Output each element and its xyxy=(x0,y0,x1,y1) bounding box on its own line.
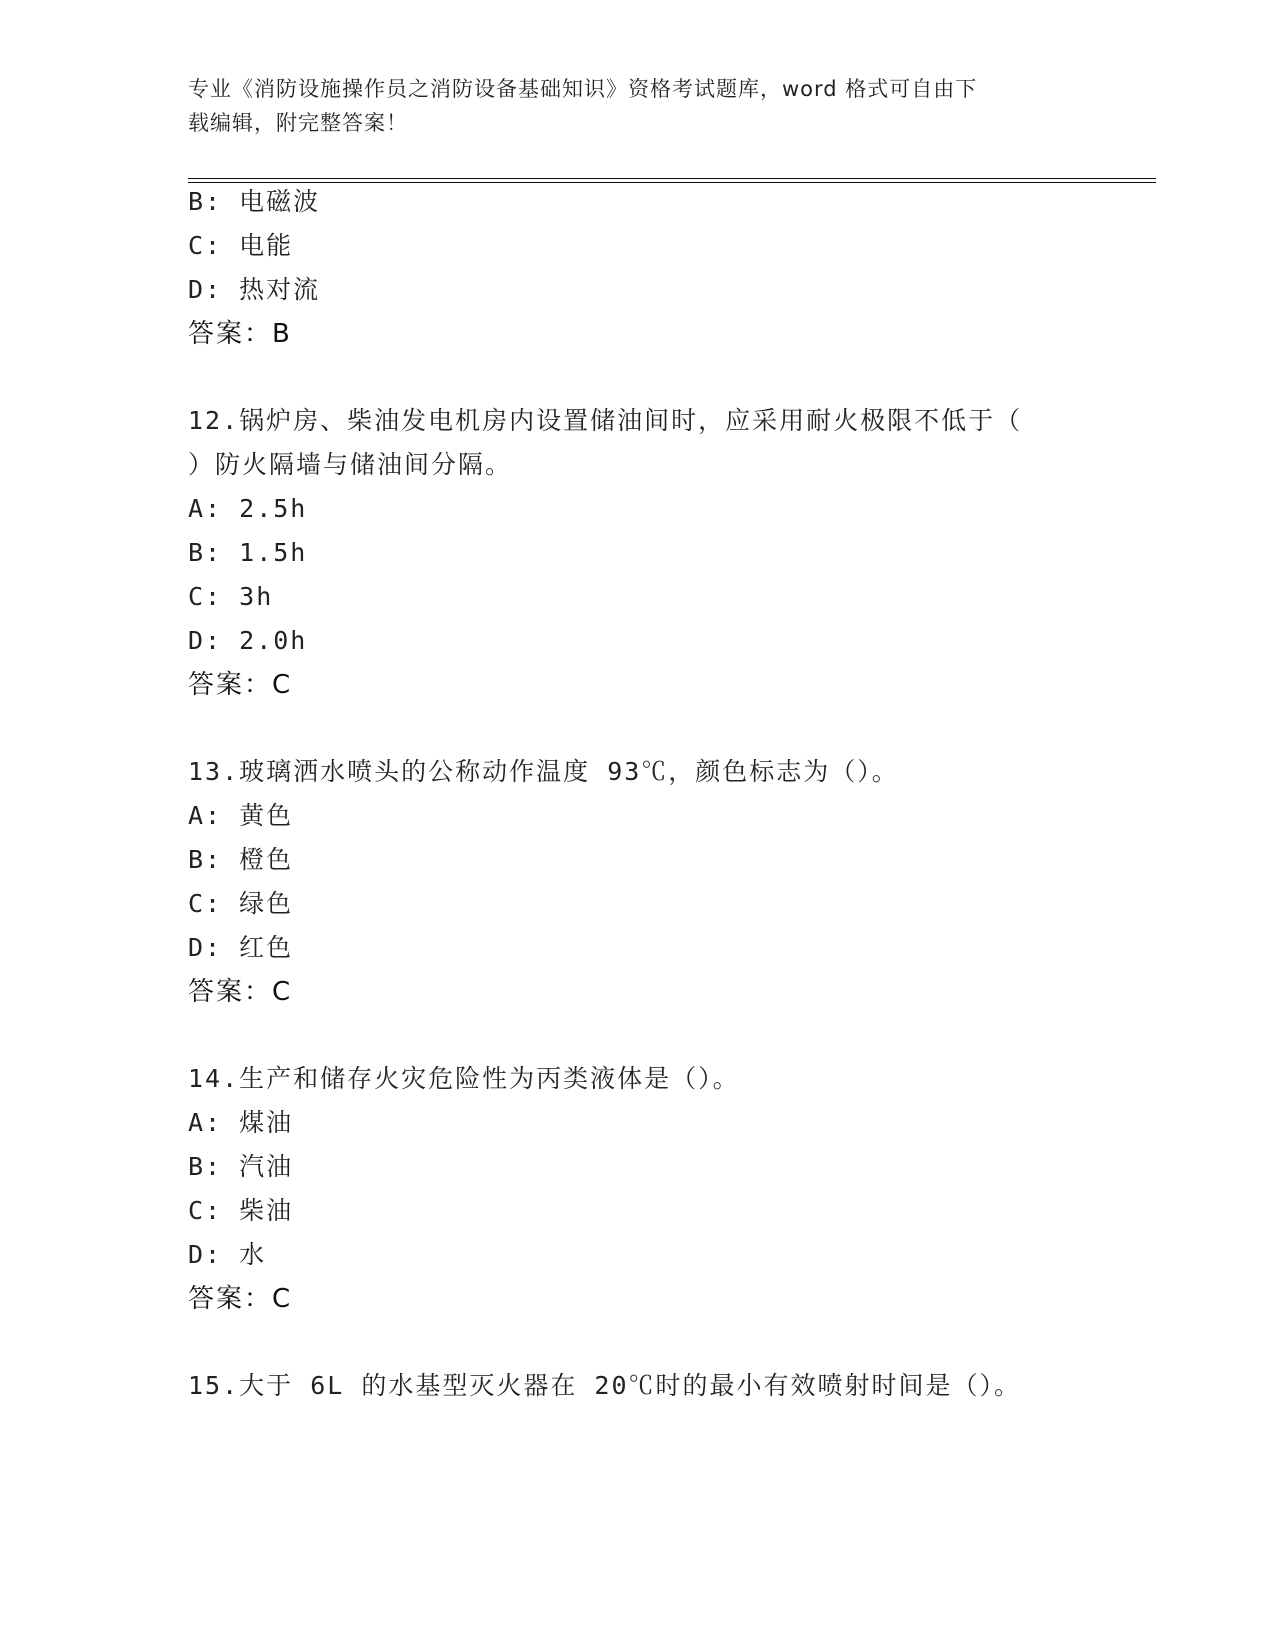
option-d: D: 热对流 xyxy=(188,275,321,304)
header-divider xyxy=(188,178,1156,183)
question-stem: 14.生产和储存火灾危险性为丙类液体是（）。 xyxy=(188,1064,740,1093)
option-a: A: 煤油 xyxy=(188,1108,294,1137)
option-a: A: 2.5h xyxy=(188,494,308,523)
option-c: C: 绿色 xyxy=(188,889,294,918)
option-d: D: 红色 xyxy=(188,933,294,962)
option-b: B: 电磁波 xyxy=(188,187,321,216)
question-stem-continued: ）防火隔墙与储油间分隔。 xyxy=(188,450,513,479)
option-c: C: 柴油 xyxy=(188,1196,294,1225)
option-d: D: 水 xyxy=(188,1240,267,1269)
answer-line: 答案：C xyxy=(188,1284,293,1314)
option-d: D: 2.0h xyxy=(188,626,308,655)
answer-line: 答案：B xyxy=(188,319,292,349)
option-c: C: 电能 xyxy=(188,231,294,260)
question-stem: 12.锅炉房、柴油发电机房内设置储油间时，应采用耐火极限不低于（ xyxy=(188,406,1023,435)
option-b: B: 橙色 xyxy=(188,845,294,874)
option-b: B: 汽油 xyxy=(188,1152,294,1181)
option-b: B: 1.5h xyxy=(188,538,308,567)
answer-line: 答案：C xyxy=(188,977,293,1007)
answer-line: 答案：C xyxy=(188,670,293,700)
header-line-1: 专业《消防设施操作员之消防设备基础知识》资格考试题库，word 格式可自由下 xyxy=(188,77,978,101)
option-c: C: 3h xyxy=(188,582,274,611)
header-line-2: 载编辑，附完整答案！ xyxy=(188,111,408,135)
page-header xyxy=(188,72,1068,140)
question-stem: 15.大于 6L 的水基型灭火器在 20℃时的最小有效喷射时间是（）。 xyxy=(188,1371,1022,1400)
question-stem: 13.玻璃洒水喷头的公称动作温度 93℃，颜色标志为（）。 xyxy=(188,757,899,786)
option-a: A: 黄色 xyxy=(188,801,294,830)
